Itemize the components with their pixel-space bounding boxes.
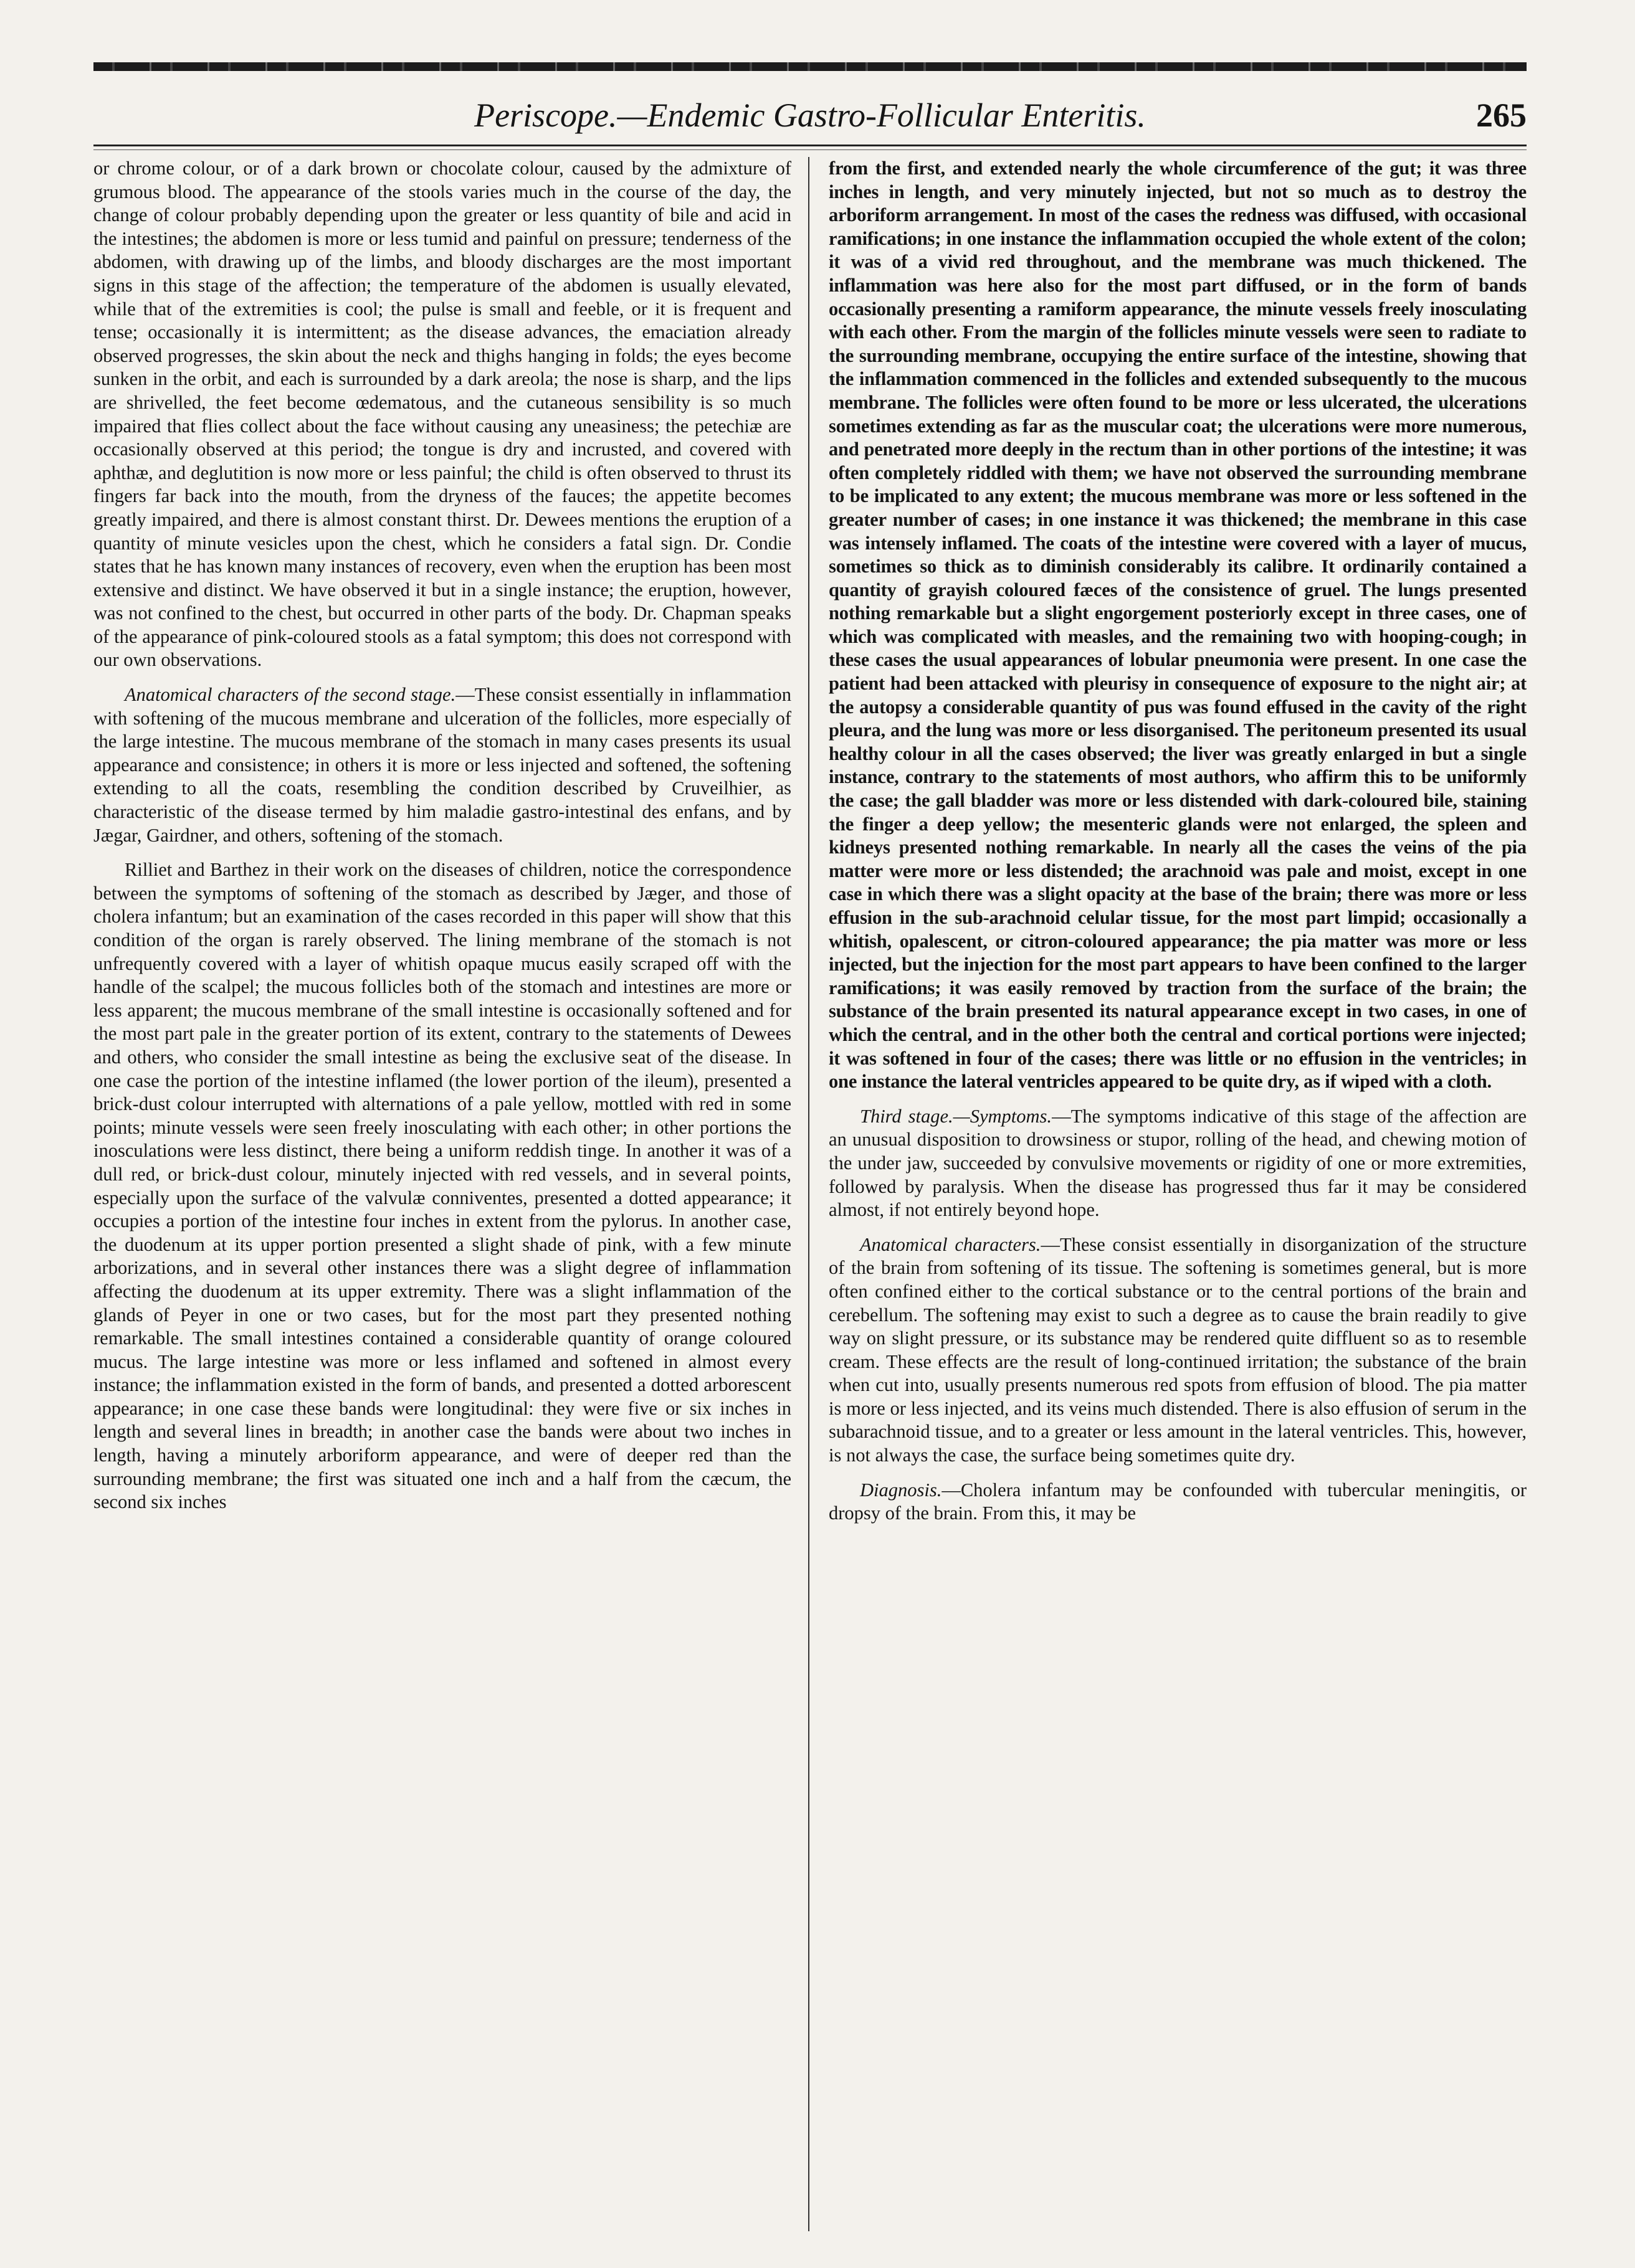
right-paragraph-4 <box>829 1479 1527 1525</box>
left-paragraph-3: Rilliet and Barthez in their work on the diseases of children, notice the correspondence between the symptoms of softening of the stomach as described by Jæger, and those of cholera infantum; but an examination of the cases recorded in this paper will show that this condition of the organ is rarely observed. The lining membrane of the stomach is not unfrequently covered with a layer of whitish opaque mucus easily scraped off with the handle of the scalpel; the mucous follicles both of the stomach and intestines are more or less apparent; the mucous membrane of the small intestine is occasionally softened and for the most part pale in the greater portion of its extent, contrary to the statements of Dewees and others, who consider the small intestine as being the exclusive seat of the disease. In one case the portion of the intestine inflamed (the lower portion of the ileum), presented a brick-dust colour interrupted with alternations of a pale yellow, mottled with red in some points; minute vessels were seen freely inosculating with each other; in other portions the inosculations were less distinct, there being a uniform reddish tinge. In another it was of a dull red, or brick-dust colour, minutely injected with red vessels, and in several points, especially upon the surface of the valvulæ conniventes, presented a dotted appearance; it occupies a portion of the intestine four inches in extent from the pylorus. In another case, the duodenum at its upper portion presented a slight shade of pink, with a few minute arborizations, and in several other instances there was a slight degree of inflammation affecting the duodenum at its upper extremity. There was a slight inflammation of the glands of Peyer in one or two cases, but for the most part they presented nothing remarkable. The small intestines contained a considerable quantity of orange coloured mucus. The large intestine was more or less inflamed and softened in almost every instance; the inflammation existed in the form of bands, and presented a dotted arborescent appearance; in one case these bands were longitudinal: they were five or six inches in length and several lines in breadth; in another case the bands were about two inches in length, having a minutely arboriform appearance, and were of deeper red than the surrounding membrane; the first was situated one inch and a half from the cæcum, the second six inches <box>93 859 791 1513</box>
right-column <box>829 157 1527 2231</box>
right-paragraph-2 <box>829 1105 1527 1222</box>
running-head: Periscope.—Endemic Gastro-Follicular Enteritis. <box>474 97 1146 134</box>
left-paragraph-2-body: —These consist essentially in inflammation with softening of the mucous membrane and ulceration of the follicles, more especially of the large intestine. The mucous membrane of the stomach in many cases presents its usual appearance and consistence; in others it is more or less injected and softened, the softening extending to all the coats, resembling the condition described by Cruveilhier, as characteristic of the disease termed by him maladie gastro-intestinal des enfans, and by Jægar, Gairdner, and others, softening of the stomach. <box>93 684 791 846</box>
column-divider <box>808 157 809 2231</box>
right-paragraph-1: from the first, and extended nearly the whole circumference of the gut; it was three inches in length, and very minutely injected, but not so much as to destroy the arboriform arrangement. In most of the cases the redness was diffused, with occasional ramifications; in one instance the inflammation occupied the whole extent of the colon; it was of a vivid red throughout, and the membrane was much thickened. The inflammation was here also for the most part diffused, or in the form of bands occasionally presenting a ramiform appearance, the minute vessels freely inosculating with each other. From the margin of the follicles minute vessels were seen to radiate to the surrounding membrane, occupying the entire surface of the intestine, showing that the inflammation commenced in the follicles and extended subsequently to the mucous membrane. The follicles were often found to be more or less ulcerated, the ulcerations sometimes extending as far as the muscular coat; the ulcerations were more numerous, and penetrated more deeply in the rectum than in other portions of the intestine; it was often completely riddled with them; we have not observed the surrounding membrane to be implicated to any extent; the mucous membrane was more or less softened in the greater number of cases; in one instance it was thickened; the membrane in this case was intensely inflamed. The coats of the intestine were covered with a layer of mucus, sometimes so thick as to diminish considerably its calibre. It ordinarily contained a quantity of grayish coloured fæces of the consistence of gruel. The lungs presented nothing remarkable but a slight engorgement posteriorly except in three cases, one of which was complicated with measles, and the remaining two with hooping-cough; in these cases the usual appearances of lobular pneumonia were present. In one case the patient had been attacked with pleurisy in consequence of exposure to the night air; at the autopsy a considerable quantity of pus was found effused in the cavity of the right pleura, and the lung was more or less disorganised. The peritoneum presented its usual healthy colour in all the cases observed; the liver was greatly enlarged in but a single instance, contrary to the statements of most authors, who affirm this to be uniformly the case; the gall bladder was more or less distended with dark-coloured bile, staining the finger a deep yellow; the mesenteric glands were not enlarged, the spleen and kidneys presented nothing remarkable. In nearly all the cases the veins of the pia matter were more or less distended; the arachnoid was pale and moist, except in one case in which there was a slight opacity at the base of the brain; there was more or less effusion in the sub-arachnoid celular tissue, for the most part limpid; occasionally a whitish, opalescent, or citron-coloured appearance; the pia matter was more or less injected, but the injection for the most part appears to have been confined to the larger ramifications; it was easily removed by traction from the surface of the brain; the substance of the brain presented its natural appearance except in two cases, in one of which the central, and in the other both the central and cortical portions were injected; it was softened in four of the cases; there was little or no effusion in the ventricles; in one instance the lateral ventricles appeared to be quite dry, as if wiped with a cloth. <box>829 158 1527 1093</box>
right-paragraph-3-body: —These consist essentially in disorganization of the structure of the brain from softening of its tissue. The softening is sometimes general, but is more often confined either to the cortical substance or to the central portions of the brain and cerebellum. The softening may exist to such a degree as to cause the brain readily to give way on slight pressure, or its substance may be rendered quite diffluent so as to resemble cream. These effects are the result of long-continued irritation; the substance of the brain when cut into, usually presents numerous red spots from effusion of blood. The pia matter is more or less injected, and its veins much distended. There is also effusion of serum in the subarachnoid tissue, and to a greater or less amount in the lateral ventricles. This, however, is not always the case, the surface being sometimes quite dry. <box>829 1233 1527 1466</box>
page-header <box>93 93 1527 143</box>
right-paragraph-4-body: —Cholera infantum may be confounded with tubercular meningitis, or dropsy of the brain. From this, it may be <box>829 1479 1527 1524</box>
left-column <box>93 157 791 2231</box>
header-rule-thin <box>93 149 1527 150</box>
top-ornament-rule <box>93 62 1527 71</box>
right-paragraph-3 <box>829 1233 1527 1468</box>
page-number: 265 <box>1476 97 1527 134</box>
header-rule <box>93 145 1527 146</box>
left-paragraph-1: or chrome colour, or of a dark brown or chocolate colour, caused by the admixture of grumous blood. The appearance of the stools varies much in the course of the day, the change of colour probably depending upon the greater or less quantity of bile and acid in the intestines; the abdomen is more or less tumid and painful on pressure; tenderness of the abdomen, with drawing up of the limbs, and bloody discharges are the most important signs in this stage of the affection; the temperature of the abdomen is usually elevated, while that of the extremities is cool; the pulse is small and feeble, or it is frequent and tense; occasionally it is intermittent; as the disease advances, the emaciation already observed progresses, the skin about the neck and thighs hanging in folds; the eyes become sunken in the orbit, and each is surrounded by a dark areola; the nose is sharp, and the lips are shrivelled, the feet become œdematous, and the cutaneous sensibility is so much impaired that flies collect about the face without causing any uneasiness; the petechiæ are occasionally observed at this period; the tongue is dry and incrusted, and covered with aphthæ, and deglutition is now more or less painful; the child is often observed to thrust its fingers far back into the mouth, from the dryness of the fauces; the appetite becomes greatly impaired, and there is almost constant thirst. Dr. Dewees mentions the eruption of a quantity of minute vesicles upon the chest, which he considers a fatal sign. Dr. Condie states that he has known many instances of recovery, even when the eruption has been most extensive and distinct. We have observed it but in a single instance; the eruption, however, was not confined to the chest, but occurred in other parts of the body. Dr. Chapman speaks of the appearance of pink-coloured stools as a fatal symptom; this does not correspond with our own observations. <box>93 158 791 671</box>
left-paragraph-2 <box>93 683 791 847</box>
section-heading-diagnosis: Diagnosis. <box>860 1479 942 1501</box>
section-heading-second-stage: Anatomical characters of the second stage. <box>125 684 456 706</box>
section-heading-third-stage: Third stage.—Symptoms. <box>860 1105 1052 1127</box>
section-heading-anatomical: Anatomical characters. <box>860 1233 1041 1255</box>
right-paragraph-2-body: —The symptoms indicative of this stage of the affection are an unusual disposition to drowsiness or stupor, rolling of the head, and chewing motion of the under jaw, succeeded by convulsive movements or rigidity of one or more extremities, followed by paralysis. When the disease has progressed thus far it may be considered almost, if not entirely beyond hope. <box>829 1105 1527 1221</box>
